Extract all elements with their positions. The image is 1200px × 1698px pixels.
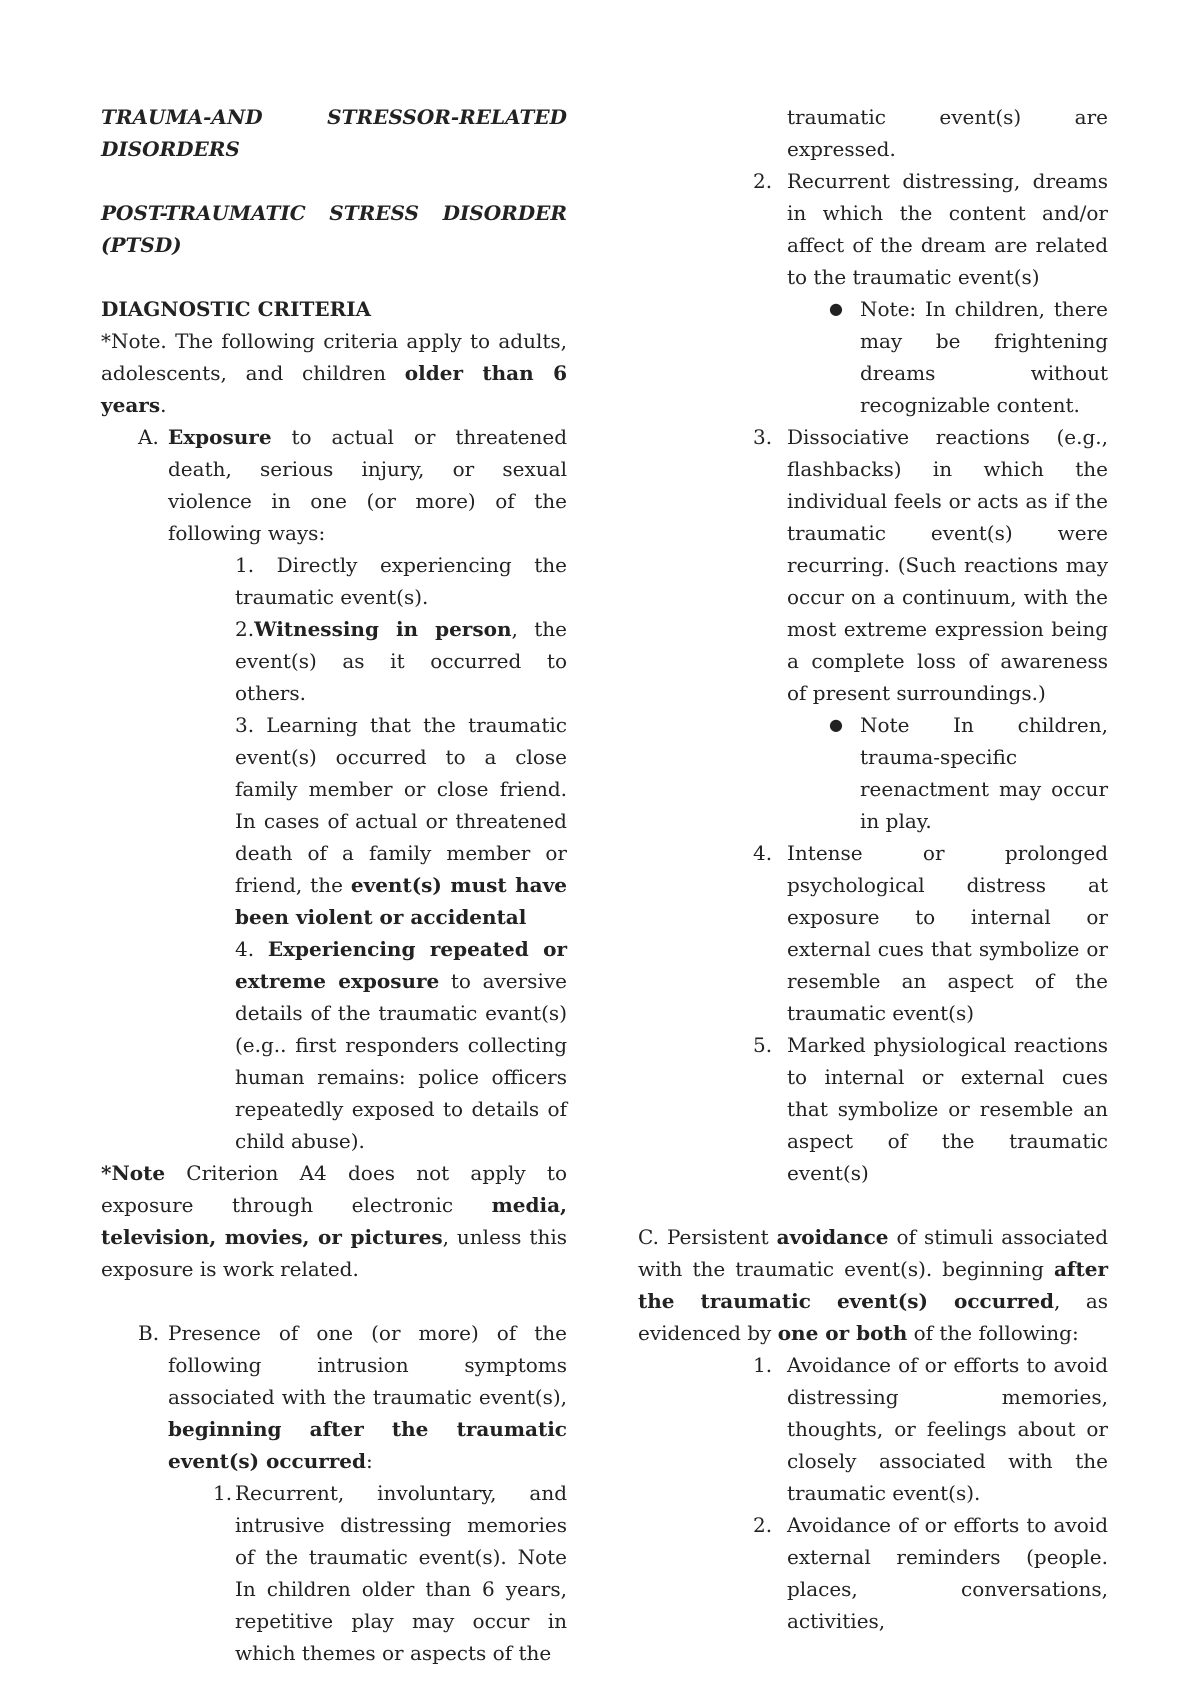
item-text: traumatic event(s) are expressed. xyxy=(787,105,1108,161)
item-number: 2. xyxy=(753,1513,773,1537)
section-title: TRAUMA-AND STRESSOR-RELATED DISORDERS xyxy=(101,105,567,161)
criterion-text: Exposure to actual or threatened death, serious injury, or sexual violence in one (or more) of the following ways: xyxy=(168,425,567,545)
item-number: 3. xyxy=(753,425,773,449)
list-item xyxy=(638,165,1108,293)
list-item xyxy=(638,1349,1108,1509)
item-text: Recurrent, involuntary, and intrusive distressing memories of the traumatic event(s). Note In children older than 6 years, repetitive play may occur in which themes or aspects of the xyxy=(235,1481,567,1665)
bullet-icon: ● xyxy=(829,715,843,734)
criterion-marker: A. xyxy=(138,425,159,449)
list-item xyxy=(101,1477,567,1669)
item-text: Marked physiological reactions to internal or external cues that symbolize or resemble an aspect of the traumatic event(s) xyxy=(787,1033,1108,1185)
item-number: 4. xyxy=(753,841,773,865)
list-item: 1. Directly experiencing the traumatic event(s). xyxy=(235,553,567,609)
item-text: Avoidance of or efforts to avoid distressing memories, thoughts, or feelings about or closely associated with the traumatic event(s). xyxy=(787,1353,1108,1505)
disorder-title: POST-TRAUMATIC STRESS DISORDER (PTSD) xyxy=(101,201,567,257)
item-text: Dissociative reactions (e.g., flashbacks) in which the individual feels or acts as if the traumatic event(s) were recurring. (Such reactions may occur on a continuum, with the most extreme expression being a complete loss of awareness of present surroundings.) xyxy=(787,425,1108,705)
list-item xyxy=(638,421,1108,709)
list-item: 4. Experiencing repeated or extreme exposure to aversive details of the traumatic evant(s) (e.g.. first responders collecting human remains: police officers repeatedly exposed to details of child abuse). xyxy=(235,937,567,1153)
item-number: 1. xyxy=(753,1353,773,1377)
criterion-b xyxy=(101,1317,567,1477)
item-text: Avoidance of or efforts to avoid external reminders (people. places, conversations, activities, xyxy=(787,1513,1108,1633)
bullet-note xyxy=(638,709,1108,837)
criterion-text: Presence of one (or more) of the following intrusion symptoms associated with the traumatic event(s), beginning after the traumatic event(s) occurred: xyxy=(168,1321,567,1473)
criterion-c: C. Persistent avoidance of stimuli associated with the traumatic event(s). beginning after the traumatic event(s) occurred, as evidenced by one or both of the following: xyxy=(638,1225,1109,1345)
age-note: *Note. The following criteria apply to adults, adolescents, and children older than 6 years. xyxy=(101,329,567,417)
item-number: 2. xyxy=(753,169,773,193)
item-number: 1. xyxy=(213,1481,233,1505)
list-item xyxy=(638,837,1108,1029)
criterion-a-subitems xyxy=(101,549,567,1157)
criterion-marker: B. xyxy=(138,1321,160,1345)
bullet-note xyxy=(638,293,1108,421)
left-column xyxy=(101,101,567,1669)
item-text: Intense or prolonged psychological distress at exposure to internal or external cues that symbolize or resemble an aspect of the traumatic event(s) xyxy=(787,841,1108,1025)
note-text: Note In children, trauma-specific reenactment may occur in play. xyxy=(860,713,1108,833)
continued-text xyxy=(638,101,1108,165)
criterion-a xyxy=(101,421,567,549)
diagnostic-criteria-heading: DIAGNOSTIC CRITERIA xyxy=(101,297,372,321)
list-item xyxy=(638,1509,1108,1637)
right-column xyxy=(638,101,1108,1637)
list-item: 3. Learning that the traumatic event(s) occurred to a close family member or close friend. In cases of actual or threatened death of a family member or friend, the event(s) must have been violent or accidental xyxy=(235,713,567,929)
list-item: 2.Witnessing in person, the event(s) as it occurred to others. xyxy=(235,617,567,705)
criterion-a4-note: *Note Criterion A4 does not apply to exposure through electronic media, television, movies, or pictures, unless this exposure is work related. xyxy=(101,1161,567,1281)
bullet-icon: ● xyxy=(829,299,843,318)
note-text: Note: In children, there may be frightening dreams without recognizable content. xyxy=(860,297,1108,417)
list-item xyxy=(638,1029,1108,1189)
item-text: Recurrent distressing, dreams in which the content and/or affect of the dream are related to the traumatic event(s) xyxy=(787,169,1108,289)
item-number: 5. xyxy=(753,1033,773,1057)
